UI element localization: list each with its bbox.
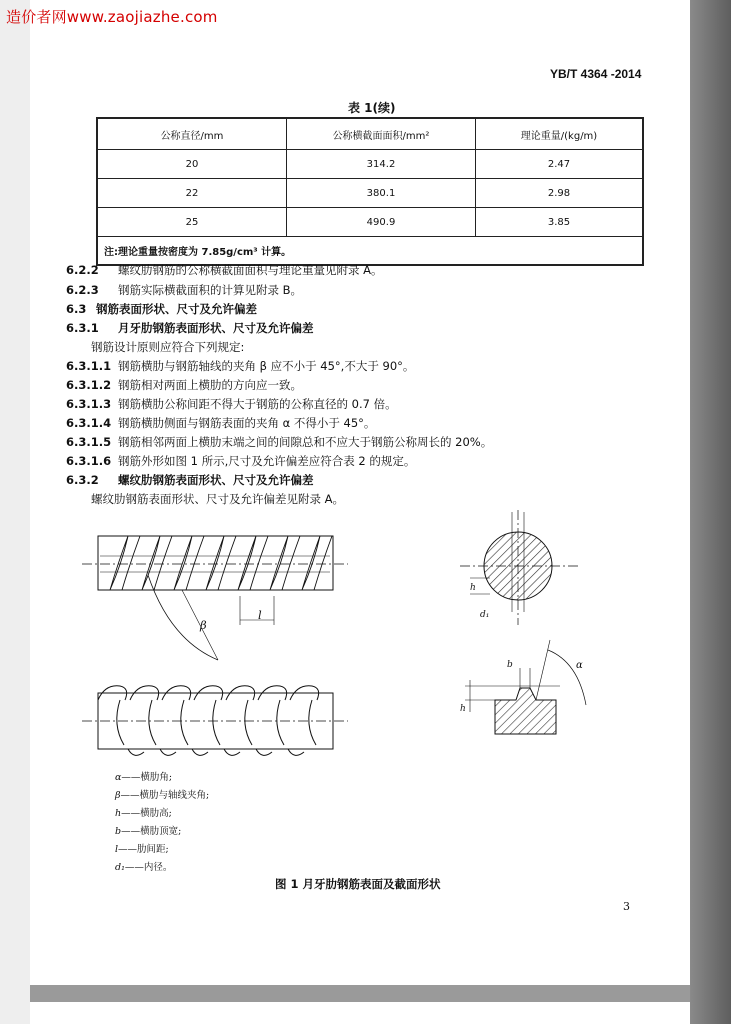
rebar-cross-section	[460, 510, 580, 625]
standard-number: YB/T 4364 -2014	[550, 67, 642, 81]
label-beta: β	[200, 618, 207, 632]
legend-item: α——横肋角;	[115, 772, 173, 783]
table-cell: 2.47	[476, 150, 644, 179]
table-cell: 490.9	[287, 208, 476, 237]
legend-item: β——横肋与轴线夹角;	[115, 790, 210, 801]
label-d1: d₁	[480, 610, 490, 620]
table-header-cell: 公称横截面面积/mm²	[287, 118, 476, 150]
table-cell: 25	[97, 208, 287, 237]
table-caption: 表 1(续)	[348, 101, 396, 115]
rebar-figure	[30, 0, 690, 985]
table-cell: 22	[97, 179, 287, 208]
clause-6-3-1-4: 6.3.1.4 钢筋横肋侧面与钢筋表面的夹角 α 不得小于 45°。	[66, 416, 376, 430]
rebar-side-view-bottom	[82, 686, 348, 756]
label-h-detail: h	[460, 704, 466, 714]
label-l: l	[258, 608, 262, 622]
legend-item: b——横肋顶宽;	[115, 826, 182, 837]
table-cell: 380.1	[287, 179, 476, 208]
legend-item: l——肋间距;	[115, 844, 169, 855]
legend-item: d₁——内径。	[115, 862, 173, 873]
clause-6-3-2: 6.3.2 螺纹肋钢筋表面形状、尺寸及允许偏差	[66, 473, 314, 487]
viewer-scrollbar-track[interactable]	[690, 0, 731, 1024]
table-note: 注:理论重量按密度为 7.85g/cm³ 计算。	[97, 237, 643, 266]
label-alpha: α	[576, 660, 583, 671]
clause-6-3-1-3: 6.3.1.3 钢筋横肋公称间距不得大于钢筋的公称直径的 0.7 倍。	[66, 397, 397, 411]
table-cell: 3.85	[476, 208, 644, 237]
clause-6-3-1-5: 6.3.1.5 钢筋相邻两面上横肋末端之间的间隙总和不应大于钢筋公称周长的 20%。	[66, 435, 493, 449]
table-cell: 20	[97, 150, 287, 179]
page-number: 3	[623, 900, 630, 913]
label-b: b	[507, 660, 513, 670]
clause-6-2-2: 6.2.2 螺纹肋钢筋的公称横截面面积与理论重量见附录 A。	[66, 263, 383, 277]
clause-6-3-2-text: 螺纹肋钢筋表面形状、尺寸及允许偏差见附录 A。	[91, 492, 345, 506]
document-page	[30, 0, 690, 985]
table-cell: 314.2	[287, 150, 476, 179]
clause-6-3-1-2: 6.3.1.2 钢筋相对两面上横肋的方向应一致。	[66, 378, 302, 392]
table-cell: 2.98	[476, 179, 644, 208]
rebar-side-view-top	[82, 536, 348, 660]
clause-6-2-3: 6.2.3 钢筋实际横截面积的计算见附录 B。	[66, 283, 303, 297]
figure-caption: 图 1 月牙肋钢筋表面及截面形状	[275, 877, 441, 891]
label-h-section: h	[470, 583, 476, 593]
table-header-cell: 理论重量/(kg/m)	[476, 118, 644, 150]
clause-6-3-1-1: 6.3.1.1 钢筋横肋与钢筋轴线的夹角 β 应不小于 45°,不大于 90°。	[66, 359, 415, 373]
viewer-left-margin	[0, 0, 30, 1024]
clause-6-3-1: 6.3.1 月牙肋钢筋表面形状、尺寸及允许偏差	[66, 321, 314, 335]
table-header-cell: 公称直径/mm	[97, 118, 287, 150]
clause-intro: 钢筋设计原则应符合下列规定:	[91, 340, 245, 354]
crescent-ribs	[110, 536, 332, 590]
legend-item: h——横肋高;	[115, 808, 172, 819]
clause-6-3: 6.3 钢筋表面形状、尺寸及允许偏差	[66, 302, 257, 316]
next-page-top	[30, 1002, 690, 1024]
watermark-text: 造价者网www.zaojiazhe.com	[6, 8, 218, 26]
rib-detail-profile	[465, 640, 586, 734]
clause-6-3-1-6: 6.3.1.6 钢筋外形如图 1 所示,尺寸及允许偏差应符合表 2 的规定。	[66, 454, 416, 468]
